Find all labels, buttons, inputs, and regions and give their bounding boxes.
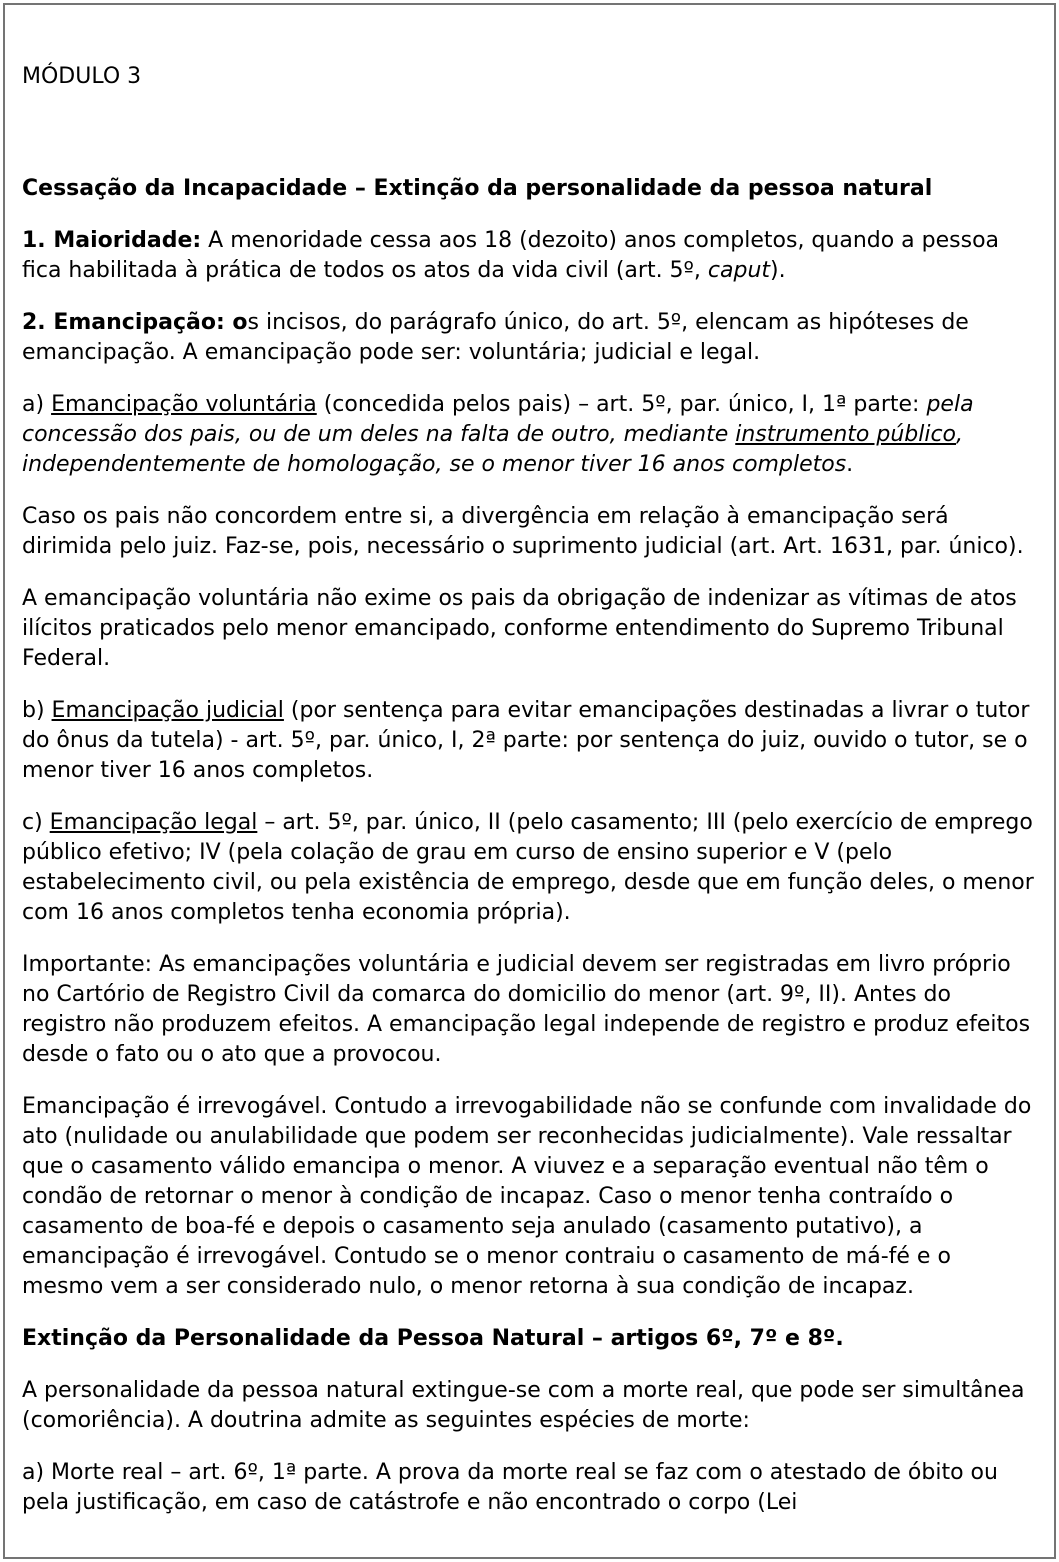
text-run: caput [707, 258, 771, 283]
heading-extincao [22, 1324, 1037, 1354]
module-header: MÓDULO 3 [22, 64, 142, 89]
para-importante [22, 950, 1037, 1070]
para-emancipacao-legal [22, 808, 1037, 928]
text-run: Importante: As emancipações voluntária e judicial devem ser registradas em livro próprio no Cartório de Registro Civil da comarca do domicilio do menor (art. 9º, II). Antes do registro não produzem efeitos. A emancipação legal independe de registro e produz efeitos desde o fato ou o ato que a provocou. [22, 952, 1031, 1067]
para-emancipacao-voluntaria [22, 390, 1037, 480]
text-run: Caso os pais não concordem entre si, a divergência em relação à emancipação será dirimida pelo juiz. Faz-se, pois, necessário o suprimento judicial (art. Art. 1631, par. único). [22, 504, 1024, 559]
document-body [22, 174, 1037, 1518]
text-run: , independentemente de homologação, se o menor tiver 16 anos completos [22, 422, 964, 477]
text-run: Emancipação voluntária [51, 392, 317, 417]
text-run: instrumento público [735, 422, 957, 447]
text-run: pela concessão dos pais, ou de um deles na falta de outro, mediante [22, 392, 974, 447]
text-run: A emancipação voluntária não exime os pais da obrigação de indenizar as vítimas de atos ilícitos praticados pelo menor emancipado, conforme entendimento do Supremo Tribunal Federal. [22, 586, 1017, 671]
text-run: a) [22, 392, 52, 417]
text-run: Cessação da Incapacidade – Extinção da personalidade da pessoa natural [22, 176, 933, 201]
text-run: A personalidade da pessoa natural extingue-se com a morte real, que pode ser simultânea (comoriência). A doutrina admite as seguintes espécies de morte: [22, 1378, 1025, 1433]
text-run: (concedida pelos pais) – art. 5º, par. único, I, 1ª parte: [316, 392, 927, 417]
text-run: (por sentença para evitar emancipações destinadas a livrar o tutor do ônus da tutela) - art. 5º, par. único, I, 2ª parte: por sentença do juiz, ouvido o tutor, se o menor tiver 16 anos completos. [22, 698, 1030, 783]
para-suprimento-judicial [22, 502, 1037, 562]
para-stf [22, 584, 1037, 674]
para-maioridade [22, 226, 1037, 286]
text-run: c) [22, 810, 50, 835]
text-run: . [846, 452, 854, 477]
para-emancipacao-judicial [22, 696, 1037, 786]
para-emancipacao [22, 308, 1037, 368]
para-irrevogavel [22, 1092, 1037, 1302]
text-run: b) [22, 698, 52, 723]
text-run: Emancipação judicial [51, 698, 284, 723]
text-run: 2. Emancipação: o [22, 310, 248, 335]
text-run: A menoridade cessa aos 18 (dezoito) anos completos, quando a pessoa fica habilitada à prática de todos os atos da vida civil (art. 5º, [22, 228, 1000, 283]
text-run: Extinção da Personalidade da Pessoa Natural – artigos 6º, 7º e 8º. [22, 1326, 844, 1351]
text-run: a) Morte real – art. 6º, 1ª parte. A prova da morte real se faz com o atestado de óbito ou pela justificação, em caso de catástrofe e não encontrado o corpo (Lei [22, 1460, 998, 1515]
doc-title [22, 174, 1037, 204]
text-run: Emancipação é irrevogável. Contudo a irrevogabilidade não se confunde com invalidade do ato (nulidade ou anulabilidade que podem ser reconhecidas judicialmente). Vale ressaltar que o casamento válido emancipa o menor. A viuvez e a separação eventual não têm o condão de retornar o menor à condição de incapaz. Caso o menor tenha contraído o casamento de boa-fé e depois o casamento seja anulado (casamento putativo), a emancipação é irrevogável. Contudo se o menor contraiu o casamento de má-fé e o mesmo vem a ser considerado nulo, o menor retorna à sua condição de incapaz. [22, 1094, 1032, 1299]
text-run: – art. 5º, par. único, II (pelo casamento; III (pelo exercício de emprego público efetivo; IV (pela colação de grau em curso de ensino superior e V (pelo estabelecimento civil, ou pela existência de emprego, desde que em função deles, o menor com 16 anos completos tenha economia própria). [22, 810, 1034, 925]
text-run: ). [770, 258, 786, 283]
para-morte [22, 1376, 1037, 1436]
para-morte-real [22, 1458, 1037, 1518]
text-run: s incisos, do parágrafo único, do art. 5º, elencam as hipóteses de emancipação. A emancipação pode ser: voluntária; judicial e legal. [22, 310, 969, 365]
text-run: 1. Maioridade: [22, 228, 202, 253]
text-run: Emancipação legal [49, 810, 258, 835]
